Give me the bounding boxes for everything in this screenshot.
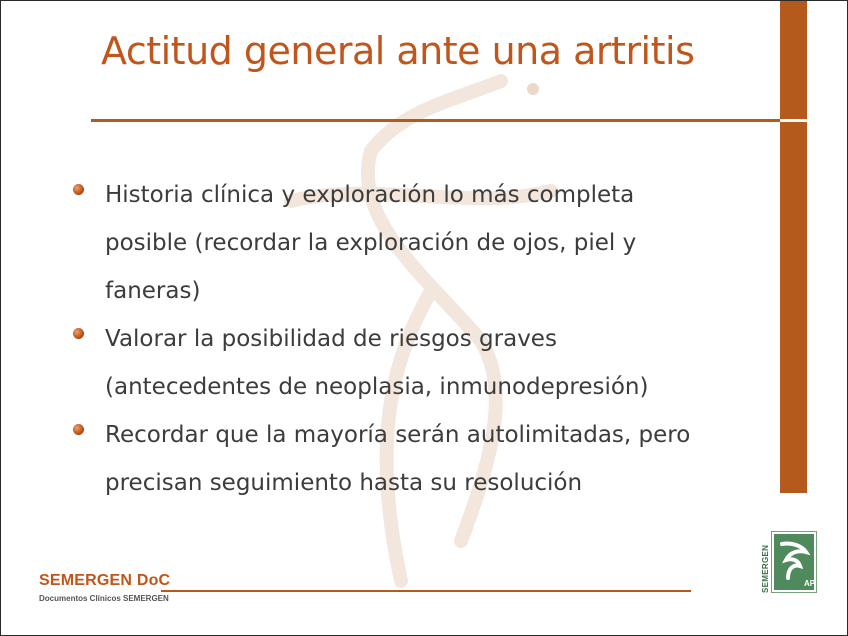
title-divider (91, 119, 780, 122)
bullet-item (71, 411, 761, 507)
footer-brand: SEMERGEN DoC (39, 572, 171, 589)
bullet-line: (antecedentes de neoplasia, inmunodepresión) (105, 374, 649, 400)
right-accent-bar (780, 1, 807, 493)
bullet-item (71, 171, 761, 315)
bullet-list (71, 171, 761, 507)
logo-vertical-text: SEMERGEN (761, 544, 770, 593)
bullet-dot-icon (73, 424, 84, 435)
bullet-line: Historia clínica y exploración lo más completa (105, 182, 635, 208)
bullet-line: Valorar la posibilidad de riesgos graves (105, 326, 557, 352)
bullet-line: posible (recordar la exploración de ojos, piel y (105, 230, 637, 256)
slide-title: Actitud general ante una artritis (101, 29, 695, 73)
semergen-logo-icon (774, 534, 814, 590)
bullet-dot-icon (73, 328, 84, 339)
semergen-logo (771, 531, 817, 593)
bullet-line: faneras) (105, 278, 201, 304)
bullet-dot-icon (73, 184, 84, 195)
logo-mark-text: AP (804, 579, 816, 588)
bullet-line: precisan seguimiento hasta su resolución (105, 470, 583, 496)
right-bar-gap (780, 119, 807, 122)
footer-divider (161, 590, 691, 592)
footer-subtitle: Documentos Clínicos SEMERGEN (39, 594, 169, 603)
bullet-line: Recordar que la mayoría serán autolimitadas, pero (105, 422, 691, 448)
bullet-item (71, 315, 761, 411)
